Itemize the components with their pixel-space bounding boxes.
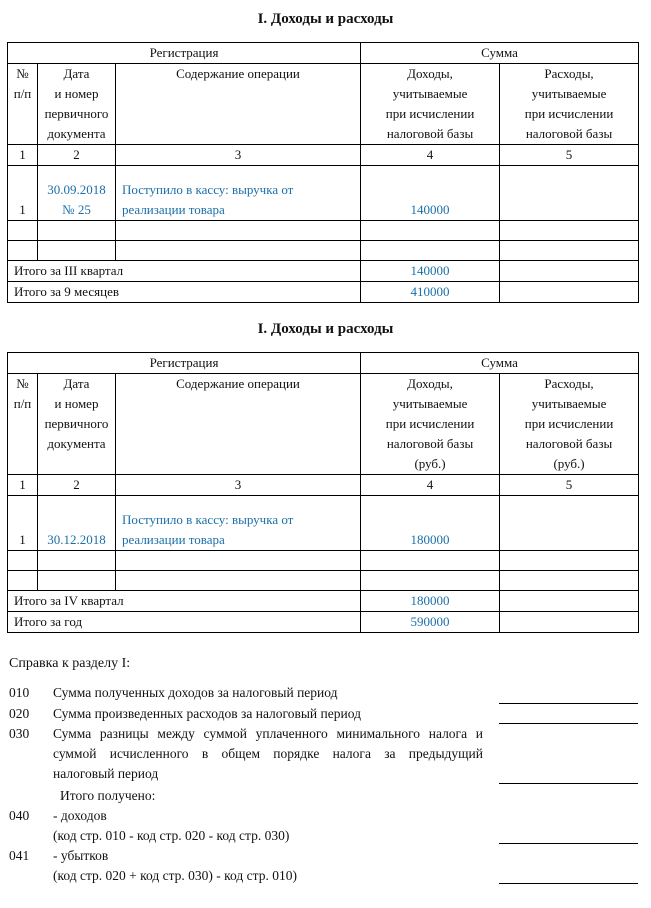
date-header: Дата и номер первичного документа [38,64,116,145]
col-number: 2 [38,475,116,496]
value-blank [499,823,638,844]
entry-income: 140000 [361,166,500,221]
entry-num: 1 [8,496,38,551]
entry-num: 1 [8,166,38,221]
total-label: Итого за год [8,612,361,633]
col-number: 5 [500,475,639,496]
expense-header: Расходы, учитываемые при исчислении налоговой базы [500,64,639,145]
total-received-label: Итого получено: [60,788,156,803]
table-row [8,241,639,261]
col-number: 1 [8,475,38,496]
value-blank [499,703,638,724]
content-header: Содержание операции [116,64,361,145]
col-number: 4 [361,475,500,496]
col-number: 2 [38,145,116,166]
table-row [8,571,639,591]
line-text: Сумма произведенных расходов за налоговый период [53,706,361,721]
value-blank [499,763,638,784]
col-number: 4 [361,145,500,166]
entry-expense [500,496,639,551]
num-header: № п/п [8,374,38,475]
line-text: суммой исчисленного в общем порядке налога за предыдущий [53,746,483,761]
table-row [8,551,639,571]
line-code: 030 [9,726,30,741]
registration-header: Регистрация [8,43,361,64]
line-text: - убытков [53,848,109,863]
sum-header: Сумма [361,353,639,374]
section-title-2: I. Доходы и расходы [257,321,394,337]
value-blank [499,683,638,704]
entry-date: 30.12.2018 [38,496,116,551]
expense-header: Расходы, учитываемые при исчислении налоговой базы (руб.) [500,374,639,475]
total-label: Итого за 9 месяцев [8,282,361,303]
col-number: 5 [500,145,639,166]
income-header: Доходы, учитываемые при исчислении налоговой базы [361,64,500,145]
table-row [8,166,639,221]
line-text: налоговый период [53,766,159,781]
sum-header: Сумма [361,43,639,64]
line-text: Сумма разницы между суммой уплаченного минимального налога и [53,726,483,741]
entry-income: 180000 [361,496,500,551]
line-code: 020 [9,706,30,721]
income-expense-table-2 [7,352,639,633]
line-text: (код стр. 020 + код стр. 030) - код стр. 010) [53,868,297,883]
entry-content: Поступило в кассу: выручка от реализации товара [116,166,361,221]
col-number: 1 [8,145,38,166]
total-value: 140000 [361,261,500,282]
entry-date: 30.09.2018 № 25 [38,166,116,221]
table-row [8,496,639,551]
income-header: Доходы, учитываемые при исчислении налоговой базы (руб.) [361,374,500,475]
num-header: № п/п [8,64,38,145]
total-label: Итого за III квартал [8,261,361,282]
col-number: 3 [116,475,361,496]
total-row [8,282,639,303]
total-label: Итого за IV квартал [8,591,361,612]
income-expense-table-1 [7,42,639,303]
line-text: - доходов [53,808,107,823]
entry-expense [500,166,639,221]
line-code: 041 [9,848,30,863]
total-value: 410000 [361,282,500,303]
reference-title: Справка к разделу I: [9,656,131,671]
entry-content: Поступило в кассу: выручка от реализации товара [116,496,361,551]
total-row [8,612,639,633]
line-text: Сумма полученных доходов за налоговый период [53,685,338,700]
date-header: Дата и номер первичного документа [38,374,116,475]
content-header: Содержание операции [116,374,361,475]
line-code: 040 [9,808,30,823]
total-value: 590000 [361,612,500,633]
line-code: 010 [9,685,30,700]
total-row [8,261,639,282]
section-title-1: I. Доходы и расходы [257,11,394,27]
total-value: 180000 [361,591,500,612]
line-text: (код стр. 010 - код стр. 020 - код стр. 030) [53,828,290,843]
col-number: 3 [116,145,361,166]
value-blank [499,863,638,884]
table-row [8,221,639,241]
total-row [8,591,639,612]
registration-header: Регистрация [8,353,361,374]
